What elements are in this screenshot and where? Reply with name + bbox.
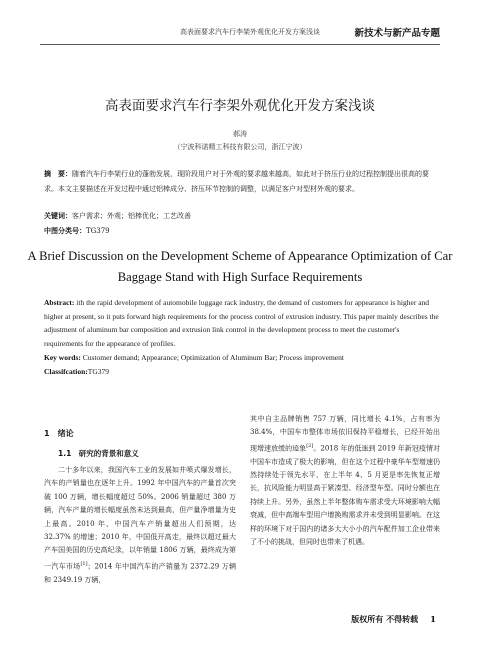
paper-title-en-line2: Baggage Stand with High Surface Requirements bbox=[117, 270, 363, 284]
abstract-en bbox=[44, 296, 440, 350]
copyright-notice: 版权所有 不得转载 bbox=[351, 614, 419, 624]
keywords-cn-label: 关键词： bbox=[44, 212, 72, 220]
abstract-en-text: ith the rapid development of automobile luggage rack industry, the demand of customers for appearance is higher and higher at present, so it puts forward high requirements for the process control of extrusion industry. This paper mainly describes the adjustment of aluminum bar composition and extrusion link control in the development process to meet the customer's requirements for the appearance of profiles. bbox=[44, 298, 439, 348]
keywords-en-label: Key words: bbox=[44, 353, 81, 362]
classification-en-text: TG379 bbox=[87, 367, 109, 376]
column-name: 新技术与新产品专题 bbox=[354, 28, 440, 39]
paper-title-cn: 高表面要求汽车行李架外观优化开发方案浅谈 bbox=[105, 98, 375, 114]
keywords-en-text: Customer demand; Appearance; Optimization of Aluminum Bar; Process improvement bbox=[80, 353, 344, 362]
header-rule bbox=[40, 44, 440, 45]
body-paragraph bbox=[44, 464, 236, 587]
page-number: 1 bbox=[430, 615, 436, 625]
page-footer bbox=[351, 614, 436, 625]
keywords-cn-text: 客户需求；外观；铝棒优化；工艺改善 bbox=[72, 212, 191, 220]
keywords-cn bbox=[44, 210, 438, 222]
paper-title-en bbox=[20, 246, 460, 288]
running-title: 高表面要求汽车行李架外观优化开发方案浅谈 bbox=[180, 28, 320, 36]
reference-marker: [1] bbox=[80, 560, 88, 567]
section-heading-1: 1 绪论 bbox=[44, 429, 74, 438]
body-column-right bbox=[250, 413, 440, 549]
classification-cn-label: 中图分类号： bbox=[44, 227, 86, 235]
keywords-en bbox=[44, 352, 440, 364]
abstract-cn bbox=[44, 167, 438, 196]
running-header bbox=[40, 23, 440, 43]
body-text: 其中自主品牌销售 757 万辆，同比增长 4.1%，占有率为 38.4%，中国车市整体市场依旧保持平稳增长，已经开始出现增速放缓的迹象 bbox=[250, 415, 440, 453]
classification-cn-text: TG379 bbox=[86, 227, 110, 235]
author: 郝涛 bbox=[233, 130, 247, 138]
classification-cn bbox=[44, 225, 438, 237]
body-text: 二十多年以来，我国汽车工业的发展如井喷式爆发增长，汽车的产销量也在逐年上升。1992 年中国汽车的产量首次突破 100 万辆，增长幅度超过 50%。2006 销量超过 380 万辆，汽车产量的增长幅度虽然未达到最高，但产量净增量为史上最高。2010 年、中国汽车产销量超出人们预期，达 32.37% 的增速；2010 年，中国低开高走，最终以超过最大产车国美国的历史高纪录，以年销量 1806 万辆，最终成为第一汽车市场 bbox=[44, 466, 236, 571]
body-text: ；2014 年中国汽车的产销量为 2372.29 万辆和 2349.19 万辆， bbox=[44, 562, 237, 584]
affiliation: （宁波科诺精工科技有限公司，浙江宁波） bbox=[173, 143, 307, 151]
body-column-left bbox=[44, 464, 236, 587]
body-text: 。2018 年的低迷到 2019 年新冠疫情对中国车市造成了极大的影响，但在这个过程中豪华车型增速仍然持续处于领先水平，在上半年 4、5 月更是率先恢复正增长，抗风险能力明显高于紧凑型、经济型车型。同时分额也在持续上升。另外，虽然上半年整体购车需求受大环境影响大幅衰减，但中高端车型用户增换购需求并未受到明显影响。在这样的环境下对于国内的诸多大大小小的汽车配件加工企业带来了不小的挑战，但同时也带来了机遇。 bbox=[250, 444, 441, 546]
reference-marker: [2] bbox=[306, 442, 314, 449]
paper-title-en-line1: A Brief Discussion on the Development Scheme of Appearance Optimization of Car bbox=[27, 249, 453, 263]
classification-en bbox=[44, 366, 440, 378]
classification-en-label: Classifcation: bbox=[44, 367, 88, 376]
abstract-en-label: Abstract: bbox=[44, 298, 75, 307]
section-heading-1-1: 1.1 研究的背景和意义 bbox=[58, 449, 139, 458]
abstract-cn-label: 摘 要： bbox=[44, 170, 72, 178]
abstract-cn-text: 随着汽车行李架行业的蓬勃发展，现阶段用户对于外观的要求越来越高，如此对于挤压行业的过程控制提出很高的要求。本文主要描述在开发过程中通过铝棒成分、挤压环节控制的调整，以满足客户对型材外观的要求。 bbox=[44, 170, 429, 193]
body-paragraph bbox=[250, 413, 440, 549]
